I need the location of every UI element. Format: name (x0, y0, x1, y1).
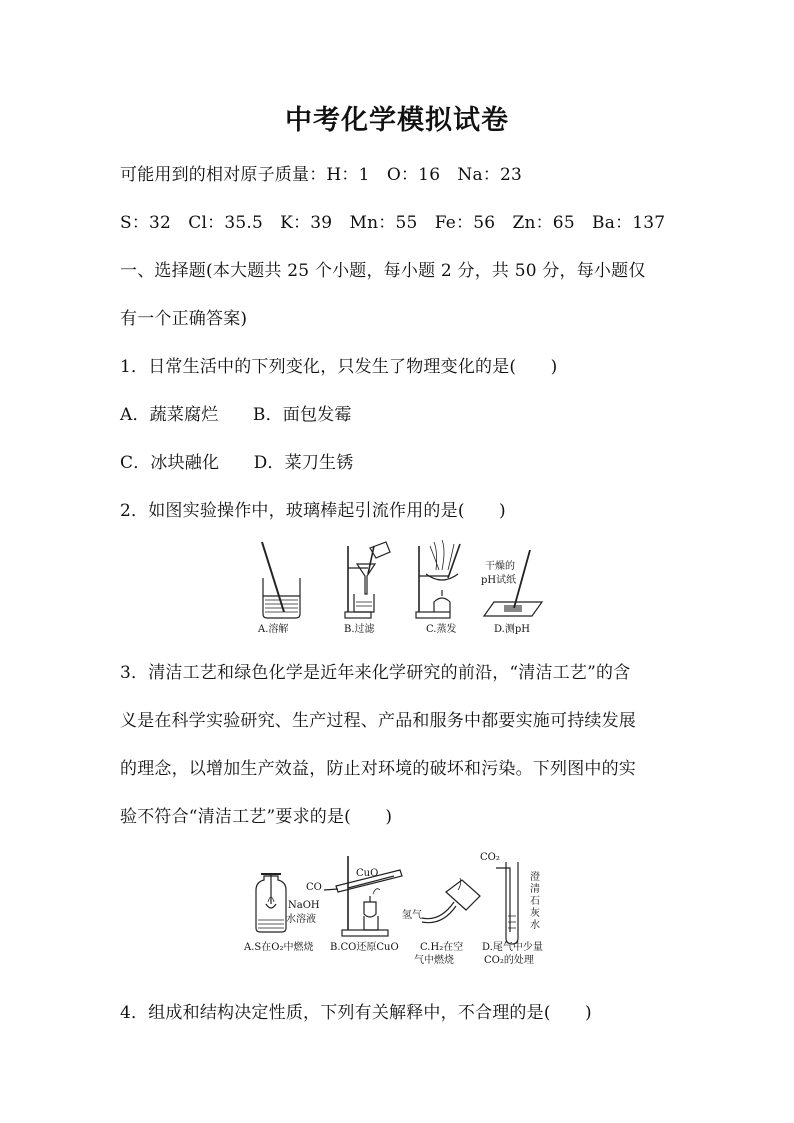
question-3-figure (244, 846, 554, 970)
caption-c-line-2: 气中燃烧 (414, 955, 454, 966)
label-hydrogen: 氢气 (402, 910, 422, 921)
caption-a: A.S在O₂中燃烧 (244, 942, 314, 953)
label-ph-paper: pH试纸 (481, 575, 517, 586)
svg-text:石: 石 (530, 896, 540, 907)
label-co: CO (306, 882, 322, 893)
svg-text:水: 水 (530, 920, 540, 931)
svg-text:灰: 灰 (530, 908, 540, 919)
atomic-masses-line-1: 可能用到的相对原子质量：H：1 O：16 Na：23 (120, 165, 523, 185)
question-3-stem-line-3: 的理念，以增加生产效益，防止对环境的破坏和污染。下列图中的实 (120, 759, 636, 779)
dissolving-apparatus (262, 542, 300, 618)
filtration-apparatus (345, 542, 390, 618)
section-heading-line-1: 一、选择题(本大题共 25 个小题，每小题 2 分，共 50 分，每小题仅 (120, 261, 646, 281)
svg-text:澄: 澄 (530, 872, 540, 883)
caption-b: B.过滤 (344, 624, 375, 635)
caption-c: C.蒸发 (426, 624, 457, 635)
label-cuo: CuO (356, 868, 379, 879)
caption-d: D.测pH (494, 624, 530, 635)
hydrogen-combustion-apparatus (422, 878, 480, 923)
question-1-options-ab: A．蔬菜腐烂 B．面包发霉 (120, 405, 352, 425)
label-naoh: NaOH (288, 900, 320, 911)
question-1-options-cd: C．冰块融化 D．菜刀生锈 (120, 453, 354, 473)
co2-tail-gas-apparatus (496, 862, 518, 944)
caption-d-line-1: D.尾气中少量 (482, 942, 543, 953)
label-aqueous-solution: 水溶液 (286, 914, 316, 925)
caption-b: B.CO还原CuO (330, 942, 399, 953)
atomic-masses-line-2: S：32 Cl：35.5 K：39 Mn：55 Fe：56 Zn：65 Ba：137 (120, 213, 666, 233)
page-title: 中考化学模拟试卷 (285, 105, 509, 136)
question-2-stem: 2．如图实验操作中，玻璃棒起引流作用的是( ) (120, 501, 506, 521)
question-3-stem-line-1: 3．清洁工艺和绿色化学是近年来化学研究的前沿，“清洁工艺”的含 (120, 663, 631, 683)
question-3-stem-line-4: 验不符合“清洁工艺”要求的是( ) (120, 807, 393, 827)
svg-text:清: 清 (530, 884, 540, 895)
question-3-stem-line-2: 义是在科学实验研究、生产过程、产品和服务中都要实施可持续发展 (120, 711, 636, 731)
label-dry: 干燥的 (485, 561, 515, 572)
label-co2: CO₂ (480, 852, 500, 863)
caption-c-line-1: C.H₂在空 (420, 942, 464, 953)
label-limewater (530, 871, 540, 931)
question-4-stem: 4．组成和结构决定性质，下列有关解释中，不合理的是( ) (120, 1003, 592, 1023)
caption-a: A.溶解 (258, 624, 289, 635)
question-1-stem: 1．日常生活中的下列变化，只发生了物理变化的是( ) (120, 357, 558, 377)
section-heading-line-2: 有一个正确答案) (120, 309, 248, 329)
sulfur-combustion-jar (256, 874, 286, 932)
caption-d-line-2: CO₂的处理 (484, 955, 534, 966)
question-2-figure (248, 538, 558, 638)
evaporation-apparatus (416, 540, 460, 618)
